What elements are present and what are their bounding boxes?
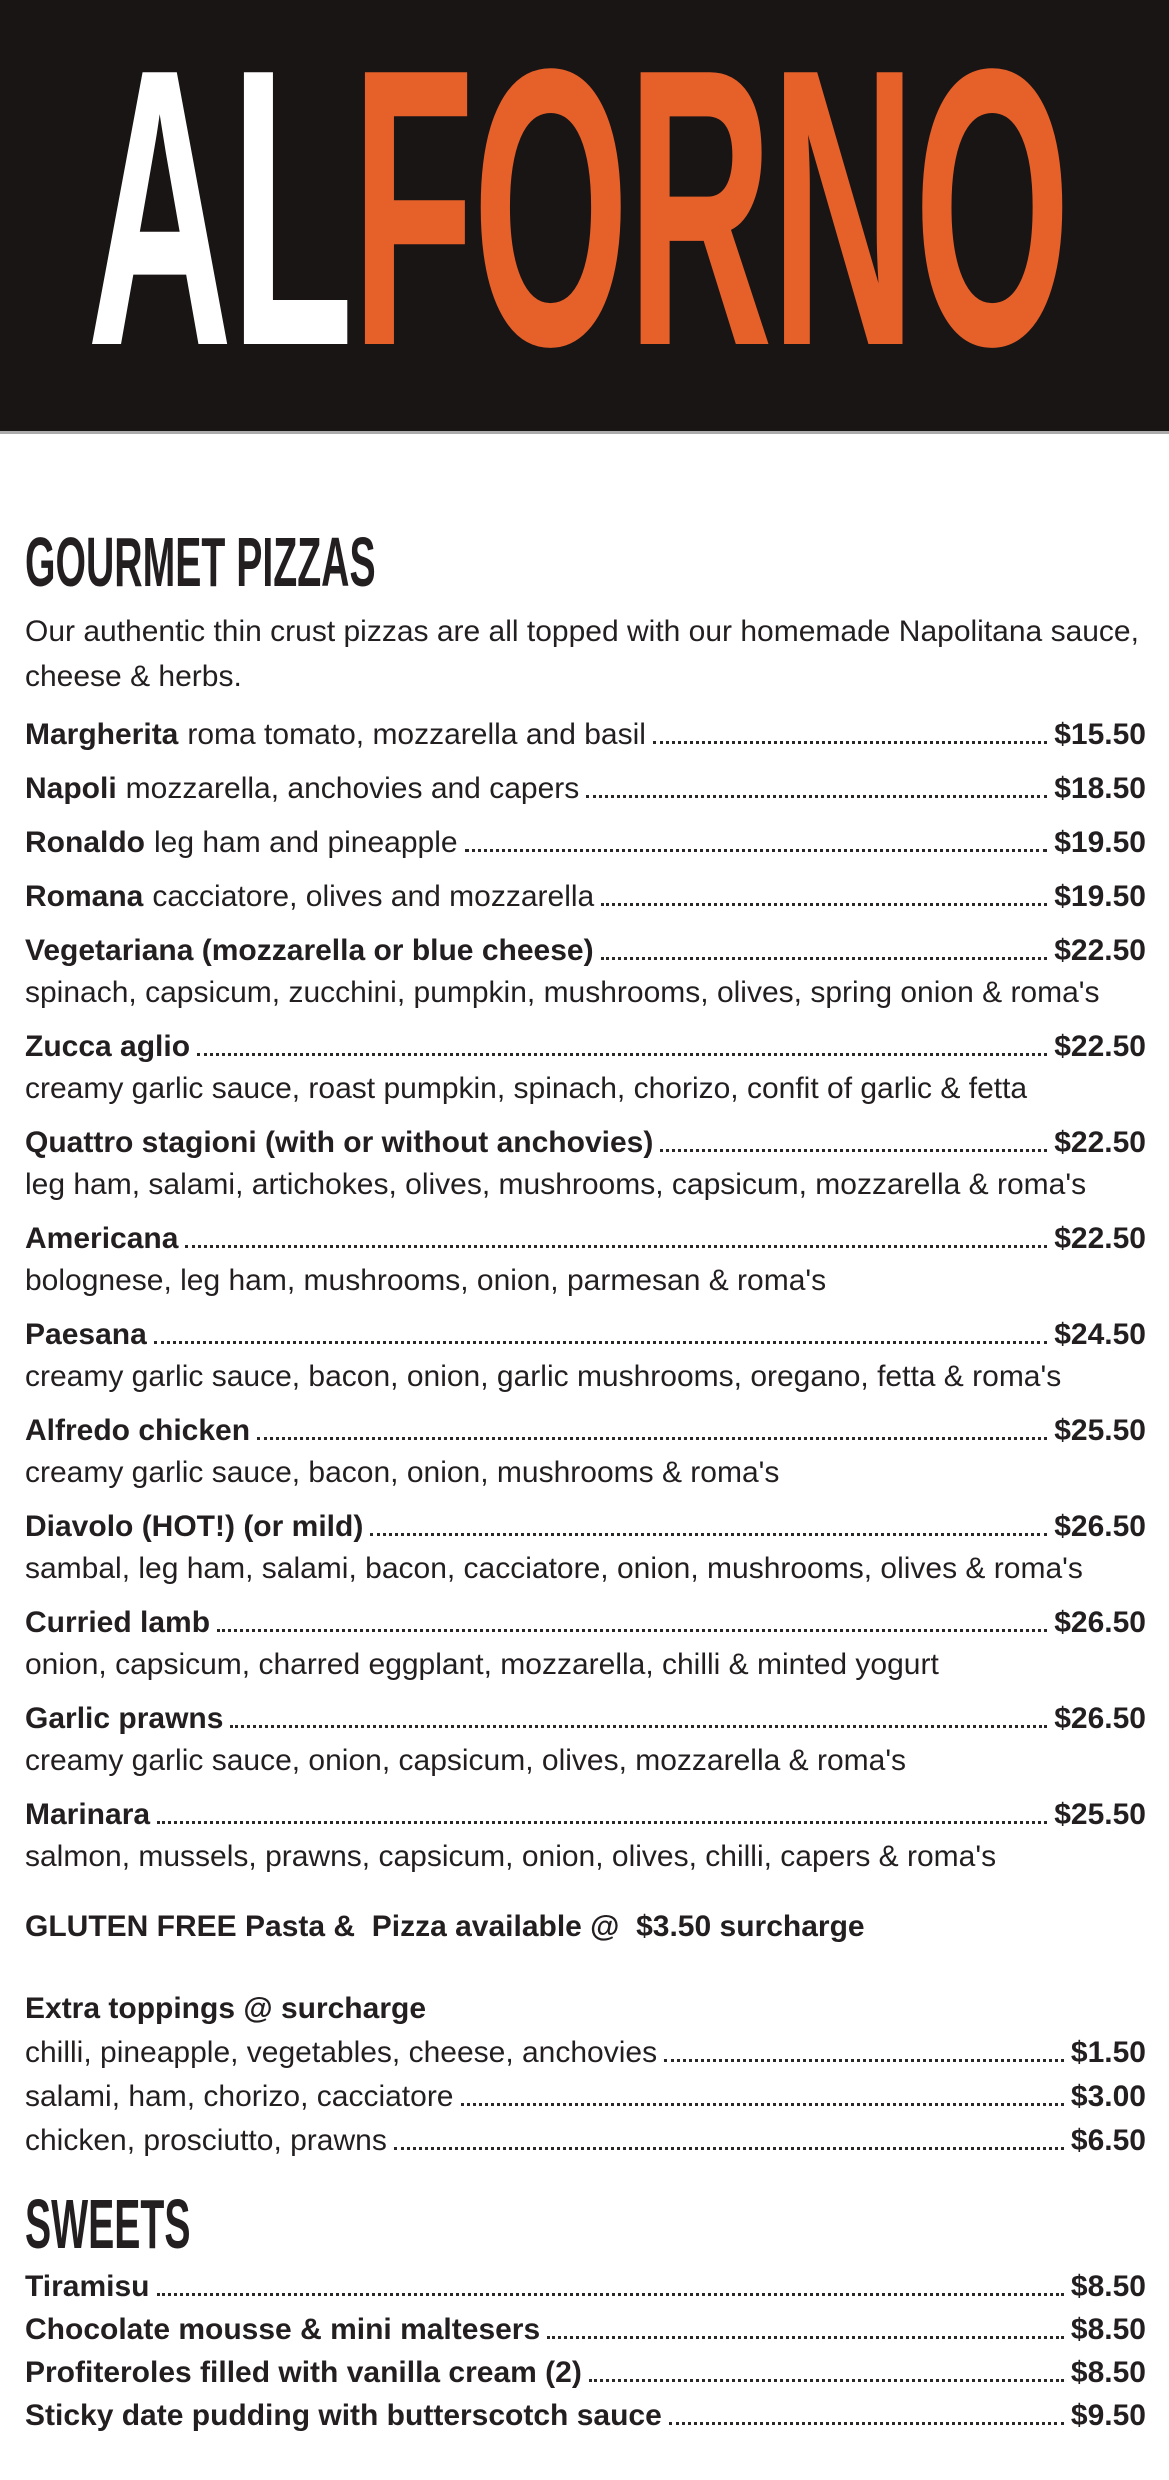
dot-leader (669, 2422, 1064, 2425)
item-name: Garlic prawns (25, 1702, 224, 1735)
menu-item-row (25, 717, 1146, 753)
topping-price: $6.50 (1070, 2124, 1146, 2157)
item-name: Romana (25, 880, 144, 913)
sweet-row (25, 2355, 1146, 2391)
dot-leader (154, 1341, 1047, 1344)
menu-item-row (25, 879, 1146, 915)
sweets-item-list (25, 2269, 1146, 2434)
dot-leader (601, 957, 1048, 960)
extra-toppings-heading: Extra toppings @ surcharge (25, 1992, 427, 2025)
sweet-price: $9.50 (1070, 2399, 1146, 2432)
menu-item (25, 1605, 1146, 1683)
item-price: $26.50 (1054, 1606, 1146, 1639)
item-price: $22.50 (1054, 1030, 1146, 1063)
item-description: spinach, capsicum, zucchini, pumpkin, mushrooms, olives, spring onion & roma's (25, 976, 1100, 1009)
item-description: leg ham, salami, artichokes, olives, mushrooms, capsicum, mozzarella & roma's (25, 1168, 1087, 1201)
topping-name: chilli, pineapple, vegetables, cheese, anchovies (25, 2036, 658, 2069)
dot-leader (653, 741, 1047, 744)
menu-item (25, 1797, 1146, 1875)
dot-leader (217, 1629, 1047, 1632)
item-name: Vegetariana (mozzarella or blue cheese) (25, 934, 594, 967)
item-name: Marinara (25, 1798, 151, 1831)
item-description: onion, capsicum, charred eggplant, mozzarella, chilli & minted yogurt (25, 1648, 939, 1681)
item-price: $19.50 (1054, 880, 1146, 913)
item-price: $24.50 (1054, 1318, 1146, 1351)
dot-leader (257, 1437, 1047, 1440)
menu-header (0, 0, 1169, 434)
dot-leader (185, 1245, 1047, 1248)
item-price: $22.50 (1054, 1126, 1146, 1159)
item-inline-description: cacciatore, olives and mozzarella (152, 880, 595, 913)
menu-item (25, 1221, 1146, 1299)
dot-leader (589, 2379, 1064, 2382)
sweet-price: $8.50 (1070, 2270, 1146, 2303)
sweet-row (25, 2312, 1146, 2348)
topping-name: salami, ham, chorizo, cacciatore (25, 2080, 454, 2113)
dot-leader (660, 1149, 1047, 1152)
item-description: bolognese, leg ham, mushrooms, onion, parmesan & roma's (25, 1264, 827, 1297)
menu-body (0, 523, 1169, 2434)
menu-item (25, 879, 1146, 915)
menu-item (25, 825, 1146, 861)
menu-item (25, 933, 1146, 1011)
menu-item-row (25, 771, 1146, 807)
dot-leader (586, 795, 1047, 798)
dot-leader (230, 1725, 1047, 1728)
menu-item (25, 717, 1146, 753)
menu-item-row (25, 1125, 1146, 1161)
item-description: creamy garlic sauce, onion, capsicum, olives, mozzarella & roma's (25, 1744, 907, 1777)
item-name: Alfredo chicken (25, 1414, 251, 1447)
section-title-gourmet-pizzas: GOURMET PIZZAS (25, 523, 376, 601)
item-price: $26.50 (1054, 1510, 1146, 1543)
topping-row (25, 2079, 1146, 2115)
dot-leader (370, 1533, 1047, 1536)
item-name: Diavolo (HOT!) (or mild) (25, 1510, 364, 1543)
menu-item (25, 1413, 1146, 1491)
menu-item (25, 1317, 1146, 1395)
item-price: $15.50 (1054, 718, 1146, 751)
menu-item-row (25, 825, 1146, 861)
dot-leader (157, 2293, 1064, 2296)
menu-item (25, 771, 1146, 807)
menu-item-row (25, 1221, 1146, 1257)
item-price: $25.50 (1054, 1414, 1146, 1447)
item-name: Americana (25, 1222, 179, 1255)
sweet-name: Profiteroles filled with vanilla cream (2) (25, 2356, 582, 2389)
item-inline-description: leg ham and pineapple (154, 826, 458, 859)
dot-leader (601, 903, 1047, 906)
extra-toppings-section (25, 1991, 1146, 2159)
item-price: $22.50 (1054, 1222, 1146, 1255)
item-price: $22.50 (1054, 934, 1146, 967)
dot-leader (157, 1821, 1047, 1824)
dot-leader (465, 849, 1048, 852)
dot-leader (197, 1053, 1047, 1056)
menu-item (25, 1125, 1146, 1203)
item-name: Paesana (25, 1318, 147, 1351)
menu-item (25, 1509, 1146, 1587)
item-name: Napoli (25, 772, 117, 805)
menu-item-row (25, 1797, 1146, 1833)
item-inline-description: mozzarella, anchovies and capers (125, 772, 580, 805)
item-description: salmon, mussels, prawns, capsicum, onion, olives, chilli, capers & roma's (25, 1840, 997, 1873)
logo-text-forno: FORNO (351, 0, 1069, 428)
item-price: $26.50 (1054, 1702, 1146, 1735)
item-price: $19.50 (1054, 826, 1146, 859)
topping-price: $1.50 (1070, 2036, 1146, 2069)
menu-item (25, 1029, 1146, 1107)
logo-text-al: AL (87, 0, 352, 428)
item-description: creamy garlic sauce, bacon, onion, mushrooms & roma's (25, 1456, 780, 1489)
sweet-name: Sticky date pudding with butterscotch sauce (25, 2399, 662, 2432)
menu-item-row (25, 1029, 1146, 1065)
menu-item-row (25, 1317, 1146, 1353)
topping-name: chicken, prosciutto, prawns (25, 2124, 387, 2157)
sweets-section (25, 2185, 1146, 2434)
item-description: sambal, leg ham, salami, bacon, cacciatore, onion, mushrooms, olives & roma's (25, 1552, 1083, 1585)
dot-leader (394, 2147, 1064, 2150)
sweet-price: $8.50 (1070, 2356, 1146, 2389)
menu-item-row (25, 1413, 1146, 1449)
section-title-sweets: SWEETS (25, 2185, 191, 2263)
dot-leader (664, 2059, 1064, 2062)
item-inline-description: roma tomato, mozzarella and basil (187, 718, 646, 751)
dot-leader (461, 2103, 1064, 2106)
dot-leader (547, 2336, 1064, 2339)
item-name: Curried lamb (25, 1606, 211, 1639)
topping-row (25, 2123, 1146, 2159)
item-name: Zucca aglio (25, 1030, 191, 1063)
item-name: Margherita (25, 718, 179, 751)
restaurant-logo (87, 0, 1069, 428)
pizzas-intro-text: Our authentic thin crust pizzas are all topped with our homemade Napolitana sauce, cheese & herbs. (25, 615, 1139, 693)
item-description: creamy garlic sauce, bacon, onion, garlic mushrooms, oregano, fetta & roma's (25, 1360, 1062, 1393)
pizzas-item-list (25, 717, 1146, 1875)
menu-item-row (25, 933, 1146, 969)
item-name: Quattro stagioni (with or without anchovies) (25, 1126, 654, 1159)
menu-item-row (25, 1509, 1146, 1545)
item-description: creamy garlic sauce, roast pumpkin, spinach, chorizo, confit of garlic & fetta (25, 1072, 1028, 1105)
gluten-free-note: GLUTEN FREE Pasta & Pizza available @ $3.50 surcharge (25, 1910, 865, 1943)
menu-item-row (25, 1605, 1146, 1641)
sweet-price: $8.50 (1070, 2313, 1146, 2346)
topping-price: $3.00 (1070, 2080, 1146, 2113)
sweet-row (25, 2398, 1146, 2434)
item-price: $25.50 (1054, 1798, 1146, 1831)
menu-item (25, 1701, 1146, 1779)
item-price: $18.50 (1054, 772, 1146, 805)
menu-item-row (25, 1701, 1146, 1737)
sweet-name: Tiramisu (25, 2270, 150, 2303)
sweet-row (25, 2269, 1146, 2305)
item-name: Ronaldo (25, 826, 145, 859)
topping-row (25, 2035, 1146, 2071)
sweet-name: Chocolate mousse & mini maltesers (25, 2313, 541, 2346)
